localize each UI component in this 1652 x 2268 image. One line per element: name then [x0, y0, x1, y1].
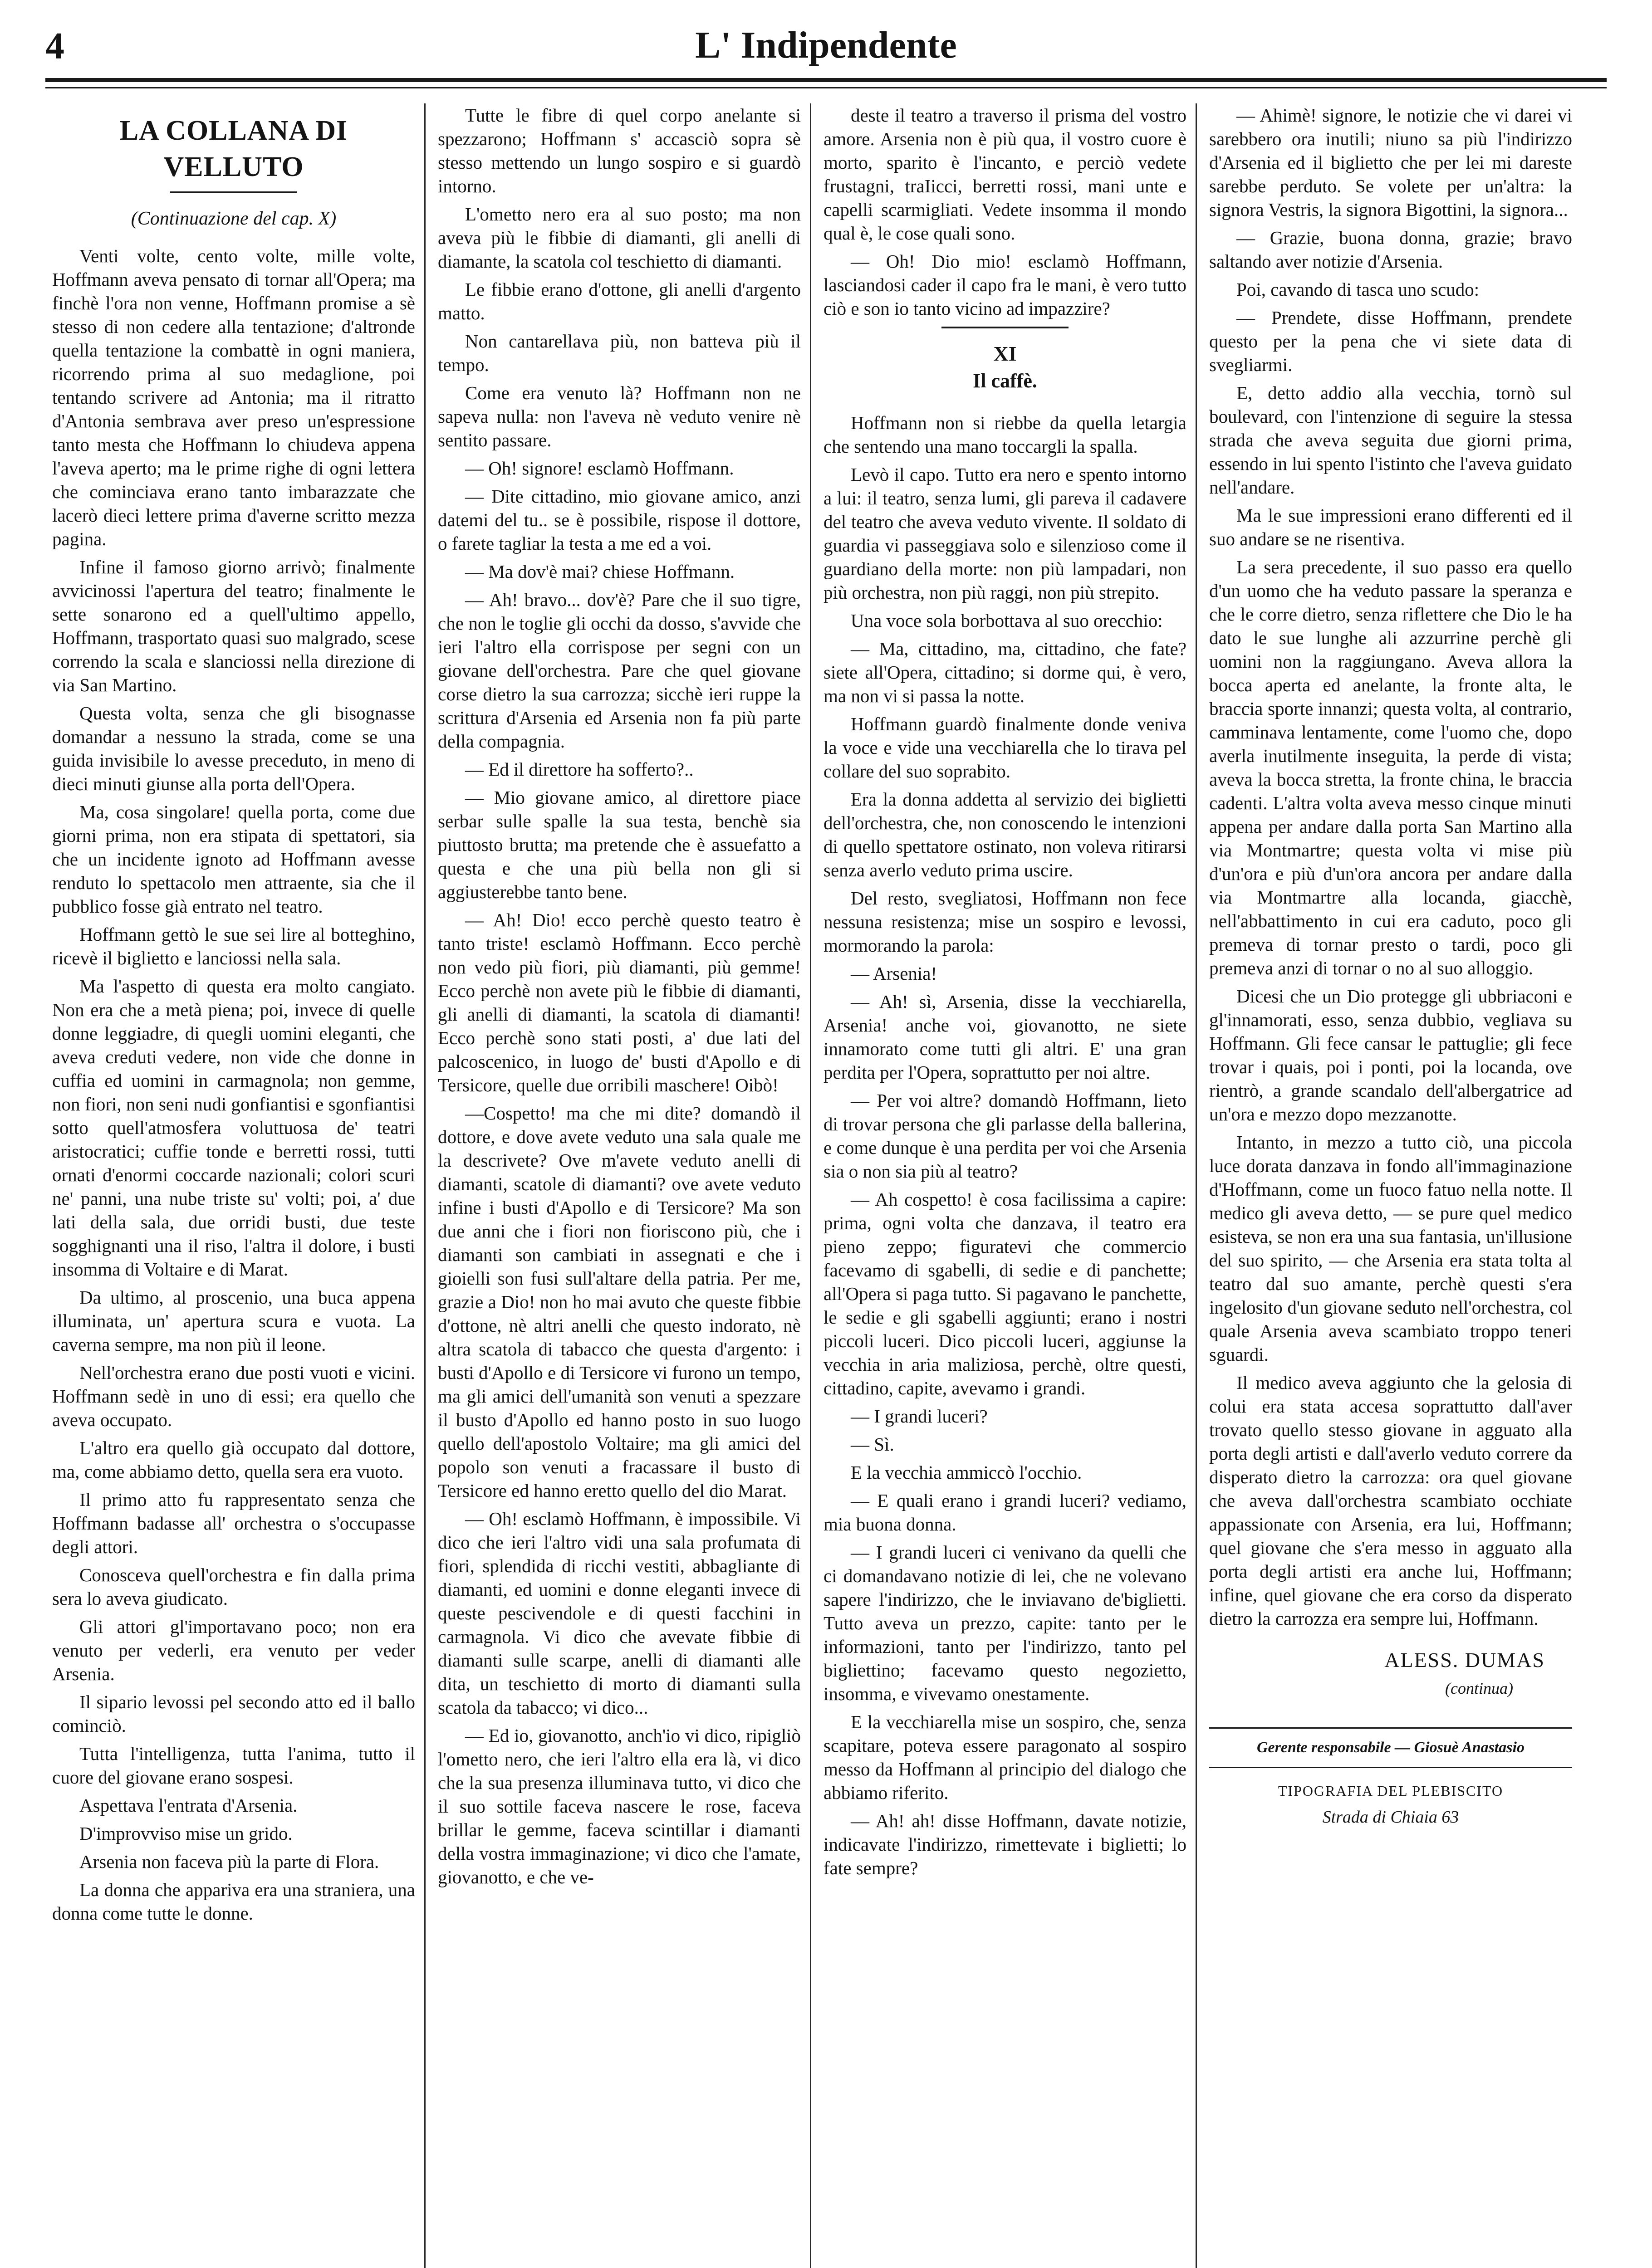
column-3 [824, 103, 1186, 2268]
page-number: 4 [45, 25, 64, 67]
paragraph: Il medico aveva aggiunto che la gelosia di colui era stata accesa soprattutto dall'aver trovato quello stesso giovane in agguato alla porta degli artisti e dall'averlo veduto correre da disperato dietro la carrozza: ora quel giovane che aveva dall'orchestra scambiato occhiate appassionate con Arsenia, era lui, Hoffmann; quel giovane che s'era messo in agguato alla porta degli artisti era anche lui, Hoffmann; infine, quel giovane che era corso da disperato dietro la carrozza era sempre lui, Hoffmann. [1209, 1372, 1572, 1629]
paragraph: Infine il famoso giorno arrivò; finalmente avvicinossi l'apertura del teatro; finalmente le sette sonarono ed a quell'ultimo appello, Hoffmann, trasportato quasi suo malgrado, scese correndo la scala e slanciossi nella direzione di via San Martino. [52, 557, 415, 695]
paragraph: — Oh! signore! esclamò Hoffmann. [465, 458, 734, 479]
paragraph: — I grandi luceri? [851, 1406, 988, 1427]
paragraph: — Ed il direttore ha sofferto?.. [465, 759, 694, 780]
article-subtitle: (Continuazione del cap. X) [131, 208, 337, 229]
paragraph: Aspettava l'entrata d'Arsenia. [79, 1795, 298, 1816]
paragraph: Dicesi che un Dio protegge gli ubbriaconi e gl'innamorati, esso, senza dubbio, vegliava su Hoffmann. Gli fece cansar le pattuglie; gli fece trovar i quais, poi i ponti, poi la locanda, ove rientrò, a grande scandalo dell'albergatrice ad un'ora e mezzo dopo mezzanotte. [1209, 986, 1572, 1124]
chapter-number: XI [993, 342, 1017, 365]
paragraph: — Grazie, buona donna, grazie; bravo saltando aver notizie d'Arsenia. [1209, 227, 1572, 272]
paragraph: — Ah! sì, Arsenia, disse la vecchiarella, Arsenia! anche voi, giovanotto, ne siete innamorato come tutti gli altri. E' una gran perdita per l'Opera, soprattutto per noi altre. [824, 991, 1186, 1083]
header-rule-thin [45, 87, 1607, 88]
paragraph: — Ah cospetto! è cosa facilissima a capire: prima, ogni volta che danzava, il teatro era pieno zeppo; figuratevi che commercio facevamo di sgabelli, di sedie e di panchette; all'Opera si paga tutto. Si pagavano le panchette, le sedie e gli sgabelli aggiunti; erano i nostri piccoli luceri. Dico piccoli luceri, aggiunse la vecchia in aria maliziosa, perchè, oltre questi, cittadino, capite, avevamo i grandi. [824, 1189, 1186, 1398]
paragraph: Era la donna addetta al servizio dei biglietti dell'orchestra, che, non conoscendo le intenzioni di quello spettatore ostinato, non voleva ritirarsi senza averlo veduto prima uscire. [824, 789, 1186, 880]
chapter-title: Il caffè. [973, 370, 1037, 392]
column-1-text [52, 244, 415, 1925]
column-2 [438, 103, 801, 2268]
paragraph: E, detto addio alla vecchia, tornò sul boulevard, con l'intenzione di seguire la stessa strada che aveva seguita due giorni prima, essendo in lui spento l'istinto che l'aveva guidato nell'andare. [1209, 382, 1572, 498]
title-rule [170, 191, 297, 193]
paragraph: Hoffmann guardò finalmente donde veniva la voce e vide una vecchiarella che lo tirava pel collare del suo soprabito. [824, 714, 1186, 782]
paragraph: L'altro era quello già occupato dal dottore, ma, come abbiamo detto, quella sera era vuoto. [52, 1437, 415, 1482]
paragraph: — Oh! Dio mio! esclamò Hoffmann, lasciandosi cader il capo fra le mani, è vero tutto ciò e son io tanto vicino ad impazzire? [824, 251, 1186, 319]
column-4 [1209, 103, 1572, 2268]
paragraph: Ma le sue impressioni erano differenti ed il suo andare se ne risentiva. [1209, 505, 1572, 549]
paragraph: — Arsenia! [851, 963, 937, 984]
paragraph: deste il teatro a traverso il prisma del vostro amore. Arsenia non è più qua, il vostro cuore è morto, sparito è l'incanto, e perciò vedete frustagni, traIicci, berretti rossi, mani unte e capelli scarmigliati. Vedete insomma il mondo qual è, le cose quali sono. [824, 105, 1186, 244]
paragraph: — E quali erano i grandi luceri? vediamo, mia buona donna. [824, 1490, 1186, 1535]
paragraph: —Cospetto! ma che mi dite? domandò il dottore, e dove avete veduto una sala quale me la descrivete? Ove m'avete veduto anelli di diamanti, scatole di diamanti? ove avete veduto infine i busti d'Apollo e di Tersicore? Ma son due anni che i fiori non fioriscono più, che i diamanti son cambiati in assegnati e che i gioielli son fusi sull'altare della patria. Per me, grazie a Dio! non ho mai avuto che queste fibbie d'ottone, nè altri anelli che questo indorato, nè altra scatola di tabacco che questa d'argento: i busti d'Apollo e di Tersicore vi furono un tempo, ma gli amici dell'umanità son venuti a spezzare il busto d'Apollo ed hanno posto in suo luogo quello dell'apostolo Voltaire; ma gli amici del popolo son venuti a fracassare il busto di Tersicore ed hanno eretto quello del dio Marat. [438, 1103, 801, 1501]
paragraph: — Ah! ah! disse Hoffmann, davate notizie, indicavate l'indirizzo, rimettevate i biglietti; lo fate sempre? [824, 1810, 1186, 1878]
paragraph: — Ma, cittadino, ma, cittadino, che fate? siete all'Opera, cittadino; si dorme qui, è vero, ma non vi si passa la notte. [824, 638, 1186, 706]
paragraph: E la vecchiarella mise un sospiro, che, senza scapitare, poteva essere paragonato al sospiro messo da Hoffmann al principio del dialogo che abbiamo riferito. [824, 1711, 1186, 1803]
paragraph: — Sì. [851, 1434, 894, 1455]
paragraph: — Ah! Dio! ecco perchè questo teatro è tanto triste! esclamò Hoffmann. Ecco perchè non vedo più fiori, più diamanti, più gemme! Ecco perchè non avete più le fibbie di diamanti, gli anelli di diamanti, la scatola di diamanti! Ecco perchè sono stati posti, a' due lati del palcoscenico, in luogo de' busti d'Apollo e di Tersicore, quelle due orribili maschere! Oibò! [438, 909, 801, 1095]
paragraph: Del resto, svegliatosi, Hoffmann non fece nessuna resistenza; mise un sospiro e levossi, mormorando la parola: [824, 888, 1186, 956]
chapter-rule [941, 327, 1069, 328]
paragraph: Ma, cosa singolare! quella porta, come due giorni prima, non era stipata di spettatori, sia che un incidente ignoto ad Hoffmann avesse renduto lo spettacolo men attraente, sia che il pubblico fosse già entrato nel teatro. [52, 802, 415, 917]
paragraph: Hoffmann non si riebbe da quella letargia che sentendo una mano toccargli la spalla. [824, 412, 1186, 457]
paragraph: La donna che appariva era una straniera, una donna come tutte le donne. [52, 1879, 415, 1924]
paragraph: Le fibbie erano d'ottone, gli anelli d'argento matto. [438, 279, 801, 323]
continua-note: (continua) [1445, 1679, 1513, 1697]
paragraph: — I grandi luceri ci venivano da quelli che ci domandavano notizie di lei, che ne volevano sapere l'indirizzo, che le inviavano de'biglietti. Tutto aveva un prezzo, capite: tanto per le informazioni, tanto per l'indirizzo, tanto pel bigliettino; facevamo questo negozietto, insomma, e vivevamo onestamente. [824, 1542, 1186, 1704]
column-1 [52, 103, 415, 2268]
paragraph: Intanto, in mezzo a tutto ciò, una piccola luce dorata danzava in fondo all'immaginazione d'Hoffmann, come un fuoco fatuo nella notte. Il medico gli aveva detto, — se pure quel medico esisteva, se non era una sua fantasia, un'illusione del suo spirito, — che Arsenia era stata tolta al teatro dal suo amante, perchè questi s'era ingelosito d'un giovane seduto nell'orchestra, col quale Arsenia aveva scambiato troppo teneri sguardi. [1209, 1132, 1572, 1365]
paragraph: — Ah! bravo... dov'è? Pare che il suo tigre, che non le toglie gli occhi da dosso, s'avvide che ieri l'altro ella corrispose per segni con un giovane dell'orchestra. Pare che quel giovane corse dietro la sua carrozza; sicchè ieri ruppe la scrittura d'Arsenia ed Arsenia non fa più parte della compagnia. [438, 589, 801, 752]
paragraph: — Ma dov'è mai? chiese Hoffmann. [465, 561, 735, 582]
paragraph: Questa volta, senza che gli bisognasse domandar a nessuno la strada, come se una guida invisibile lo avesse preceduto, in meno di dieci minuti giunse alla porta dell'Opera. [52, 703, 415, 794]
header-rule-thick [45, 78, 1607, 82]
column-divider [1196, 103, 1197, 2268]
paragraph: Tutta l'intelligenza, tutta l'anima, tutto il cuore del giovane erano sospesi. [52, 1743, 415, 1788]
paragraph: Ma l'aspetto di questa era molto cangiato. Non era che a metà piena; poi, invece di quelle donne leggiadre, di quegli uomini eleganti, che aveva creduti vedere, non vide che donne in cuffia ed uomini in carmagnola; non gemme, non fiori, non seni nudi gonfiantisi e sgonfiantisi sotto quell'atmosfera voluttuosa de' teatri aristocratici; cuffie tonde e berretti rossi, tutti ornati d'enormi coccarde nazionali; colori scuri ne' panni, una nube triste su' volti; poi, a' due lati della sala, due orridi busti, due teste sogghignanti una il riso, l'altra il dolore, i busti insomma di Voltaire e di Marat. [52, 976, 415, 1280]
paragraph: — Ahimè! signore, le notizie che vi darei vi sarebbero ora inutili; niuno sa più l'indirizzo d'Arsenia ed il biglietto che per lei mi dareste sarebbe perduto. Se volete per un'altra: la signora Vestris, la signora Bigottini, la signora... [1209, 105, 1572, 220]
column-divider [810, 103, 811, 2268]
paragraph: Hoffmann gettò le sue sei lire al botteghino, ricevè il biglietto e lanciossi nella sala. [52, 924, 415, 968]
paragraph: La sera precedente, il suo passo era quello d'un uomo che ha veduto passare la speranza e che le corre dietro, senza riflettere che Dio le ha dato le sue lunghe ali azzurrine perchè gli uomini non la raggiungano. Aveva allora la bocca aperta ed anelante, la fronte alta, le braccia sporte innanzi; questa volta, al contrario, camminava lentamente, come l'uomo che, dopo averla inutilmente inseguita, la perde di vista; aveva la bocca stretta, la fronte china, le braccia cadenti. L'altra volta aveva messo cinque minuti appena per andare dalla porta San Martino alla via Montmartre; questa volta vi mise più d'un'ora e più d'un'ora ancora per andare dalla via Montmartre alla locanda, giacchè, nell'abbattimento in cui era caduto, poco gli premeva di tornar presto o tardi, poco gli premeva anzi di tornar o no al suo alloggio. [1209, 557, 1572, 978]
paragraph: Il primo atto fu rappresentato senza che Hoffmann badasse all' orchestra o s'occupasse degli attori. [52, 1489, 415, 1557]
paragraph: Una voce sola borbottava al suo orecchio: [851, 610, 1163, 631]
masthead [0, 0, 1652, 68]
column-4-text [1209, 103, 1572, 1630]
paragraph: — Oh! esclamò Hoffmann, è impossibile. Vi dico che ieri l'altro vidi una sala profumata di fiori, splendida di ricchi vestiti, abbagliante di diamanti, ed uomini e donne eleganti invece di queste pescivendole e di questi facchini in carmagnola. Vi dico che avevate fibbie di diamanti sulle scarpe, anelli di diamanti alle dita, un teschietto di morto di diamanti sulla scatola da tabacco; vi dico... [438, 1508, 801, 1718]
paragraph: Arsenia non faceva più la parte di Flora. [79, 1851, 379, 1872]
column-3b-text [824, 411, 1186, 1880]
paragraph: — Per voi altre? domandò Hoffmann, lieto di trovar persona che gli parlasse della ballerina, e come dunque è una perdita per voi che Arsenia sia o non sia più al teatro? [824, 1090, 1186, 1182]
author-signature: ALESS. DUMAS [1384, 1648, 1545, 1672]
paragraph: L'ometto nero era al suo posto; ma non aveva più le fibbie di diamanti, gli anelli di diamante, la scatola col teschietto di diamanti. [438, 204, 801, 272]
paragraph: — Dite cittadino, mio giovane amico, anzi datemi del tu.. se è possibile, rispose il dottore, o farete tagliar la testa a me ed a voi. [438, 486, 801, 554]
paragraph: Come era venuto là? Hoffmann non ne sapeva nulla: non l'aveva nè veduto venire nè sentito passare. [438, 382, 801, 450]
paragraph: — Prendete, disse Hoffmann, prendete questo per la pena che vi siete data di svegliarmi. [1209, 307, 1572, 375]
paragraph: — Ed io, giovanotto, anch'io vi dico, ripigliò l'ometto nero, che ieri l'altro ella era là, vi dico che la sua presenza illuminava tutto, vi dico che il suo sottile faceva nascere le rose, faceva brillar le gemme, faceva scintillar i diamanti della vostra immaginazione; vi dico che l'amate, giovanotto, e che ve- [438, 1725, 801, 1887]
paragraph: Il sipario levossi pel secondo atto ed il ballo cominciò. [52, 1691, 415, 1736]
paragraph: Tutte le fibre di quel corpo anelante si spezzarono; Hoffmann s' accasciò sopra sè stesso mettendo un lungo sospiro e si guardò intorno. [438, 105, 801, 196]
paragraph: Da ultimo, al proscenio, una buca appena illuminata, un' apertura scura e vuota. La caverna sempre, ma non più il leone. [52, 1287, 415, 1355]
paragraph: E la vecchia ammiccò l'occhio. [851, 1462, 1082, 1483]
tipografia-address: Strada di Chiaia 63 [1322, 1808, 1459, 1827]
column-divider [424, 103, 426, 2268]
paragraph: Non cantarellava più, non batteva più il tempo. [438, 331, 801, 375]
paragraph: D'improvviso mise un grido. [79, 1823, 293, 1844]
article-title: LA COLLANA DI VELLUTO [119, 115, 348, 182]
paragraph: Gli attori gl'importavano poco; non era venuto per vederli, era venuto per veder Arsenia. [52, 1616, 415, 1684]
paragraph: Poi, cavando di tasca uno scudo: [1236, 279, 1480, 300]
footer-rule [1209, 1767, 1572, 1768]
newspaper-title: L' Indipendente [695, 24, 957, 66]
gerente-line: Gerente responsabile — Giosuè Anastasio [1256, 1739, 1525, 1756]
column-2-text [438, 103, 801, 1889]
paragraph: Venti volte, cento volte, mille volte, Hoffmann aveva pensato di tornar all'Opera; ma finchè l'ora non venne, Hoffmann promise a sè stesso di non cedere alla tentazione; d'altronde quella tentazione la combattè in ogni maniera, ricorrendo prima al suo medaglione, poi tentando scrivere ad Antonia; ma il ritratto d'Antonia sembrava aver preso un'espressione tanto mesta che Hoffmann lo chiudeva appena l'aveva aperto; ma le prime righe di ogni lettera che cominciava erano tanto imbarazzate che lacerò dieci lettere prima d'averne scritto mezza pagina. [52, 245, 415, 549]
paragraph: Nell'orchestra erano due posti vuoti e vicini. Hoffmann sedè in uno di essi; era quello che aveva occupato. [52, 1362, 415, 1430]
paragraph: — Mio giovane amico, al direttore piace serbar sulle spalle la sua testa, benchè sia piuttosto brutta; ma pretende che è assuefatto a questa e che una più bella non gli si aggiusterebbe tanto bene. [438, 787, 801, 902]
footer-rule [1209, 1727, 1572, 1729]
paragraph: Conosceva quell'orchestra e fin dalla prima sera lo aveva giudicato. [52, 1564, 415, 1609]
paragraph: Levò il capo. Tutto era nero e spento intorno a lui: il teatro, senza lumi, gli pareva il cadavere del teatro che aveva veduto vivente. Il soldato di guardia vi passeggiava solo e silenzioso come il guardiano della morte: non più lampadari, non più orchestra, non più raggi, non più strepito. [824, 464, 1186, 603]
column-3-text [824, 103, 1186, 320]
tipografia: TIPOGRAFIA DEL PLEBISCITO [1278, 1783, 1504, 1799]
